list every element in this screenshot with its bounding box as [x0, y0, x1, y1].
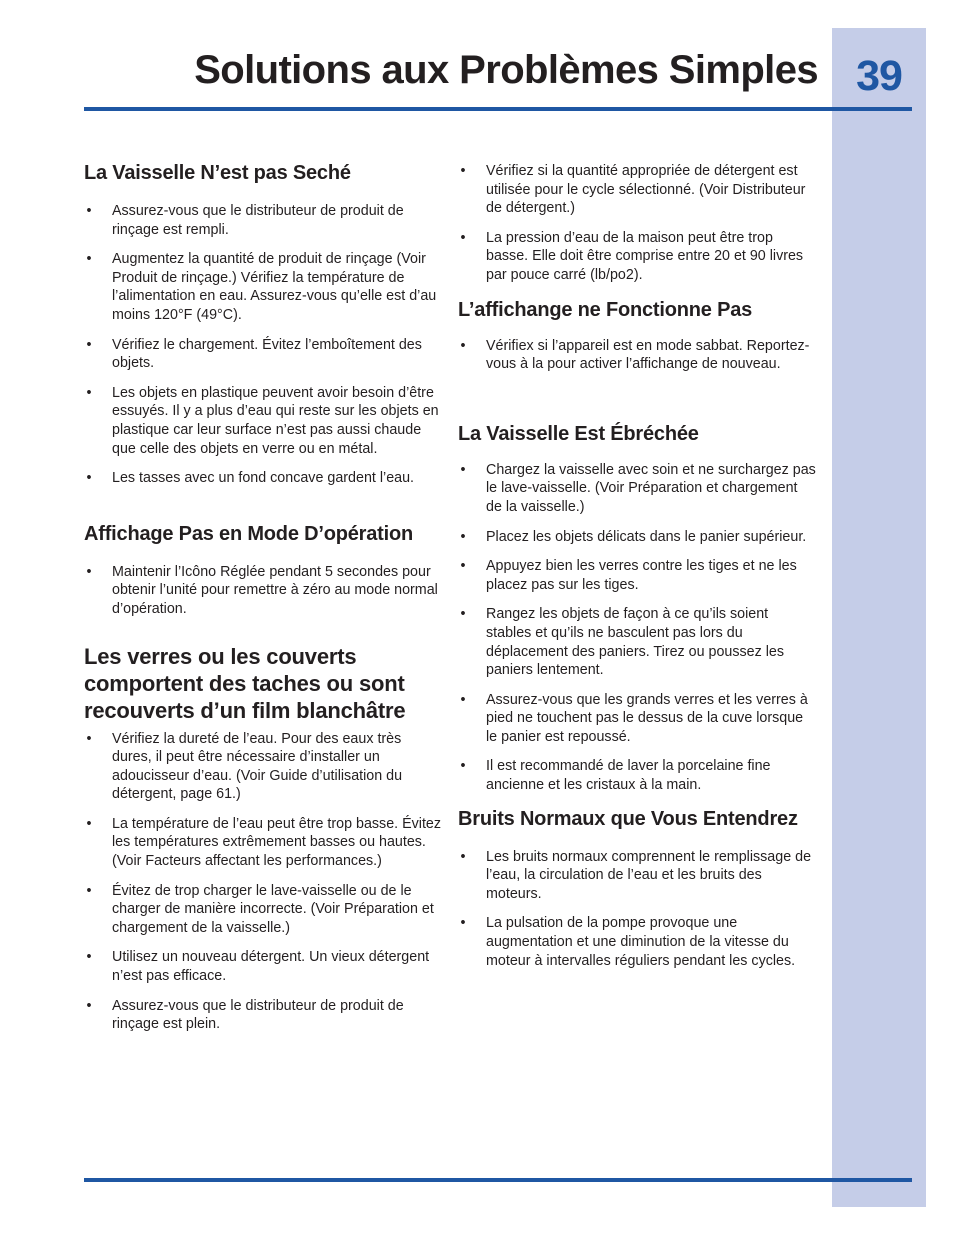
bullet-list: [84, 202, 442, 488]
list-item: • Placez les objets délicats dans le panier supérieur.: [458, 528, 816, 547]
bullet-icon: •: [460, 461, 466, 478]
section-heading: La Vaisselle Est Ébréchée: [458, 422, 699, 445]
list-item: • Les bruits normaux comprennent le remplissage de l’eau, la circulation de l’eau et les bruits des moteurs.: [458, 848, 816, 904]
bullet-list: [458, 337, 816, 374]
list-item: • Évitez de trop charger le lave-vaisselle ou de le charger de manière incorrecte. (Voir Préparation et chargement de la vaisselle.): [84, 882, 442, 938]
list-item: • Vérifiez le chargement. Évitez l’emboîtement des objets.: [84, 336, 442, 373]
bullet-icon: •: [86, 563, 92, 580]
list-item: • La pression d’eau de la maison peut être trop basse. Elle doit être comprise entre 20 et 90 livres par pouce carré (lb/po2).: [458, 229, 816, 285]
list-item: • Assurez-vous que le distributeur de produit de rinçage est plein.: [84, 997, 442, 1034]
section-spots-and-film: [84, 643, 442, 1034]
list-item: • Il est recommandé de laver la porcelaine fine ancienne et les cristaux à la main.: [458, 757, 816, 794]
bullet-icon: •: [86, 203, 92, 219]
bullet-icon: •: [86, 251, 92, 268]
bullet-icon: •: [86, 997, 92, 1014]
section-dishes-chipped: [458, 421, 816, 795]
left-column: [84, 160, 442, 1045]
list-item: • La température de l’eau peut être trop basse. Évitez les températures extrêmement basses ou hautes. (Voir Facteurs affectant les performances.): [84, 815, 442, 871]
list-item: • Les objets en plastique peuvent avoir besoin d’être essuyés. Il y a plus d’eau qui reste sur les objets en plastique car leur surface n’est pas aussi chaude que celle des objets en verre ou en métal.: [84, 384, 442, 458]
bullet-icon: •: [460, 915, 466, 932]
bullet-icon: •: [460, 229, 466, 246]
bullet-icon: •: [86, 882, 92, 899]
bullet-icon: •: [460, 606, 466, 623]
bullet-icon: •: [460, 691, 466, 708]
list-item: • Vérifiez la dureté de l’eau. Pour des eaux très dures, il peut être nécessaire d’installer un adoucisseur d’eau. (Voir Guide d’utilisation du détergent, page 61.): [84, 730, 442, 804]
bullet-list: [458, 461, 816, 795]
list-item: • Assurez-vous que les grands verres et les verres à pied ne touchent pas le dessus de la cuve lorsque le panier est repoussé.: [458, 691, 816, 747]
bullet-list: [458, 848, 816, 971]
list-item: • Les tasses avec un fond concave gardent l’eau.: [84, 469, 442, 488]
header-rule: [84, 107, 912, 111]
bullet-icon: •: [86, 730, 92, 747]
page-title: Solutions aux Problèmes Simples: [194, 48, 818, 92]
bullet-icon: •: [86, 949, 92, 966]
footer-rule: [84, 1178, 912, 1182]
list-item: • Utilisez un nouveau détergent. Un vieux détergent n’est pas efficace.: [84, 948, 442, 985]
list-item: • La pulsation de la pompe provoque une augmentation et une diminution de la vitesse du moteur à intervalles réguliers pendant les cycles.: [458, 914, 816, 970]
bullet-icon: •: [86, 815, 92, 832]
section-display-not-working: [458, 297, 816, 374]
list-item: • Rangez les objets de façon à ce qu’ils soient stables et qu’ils ne basculent pas lors du déplacement des paniers. Tirez ou poussez les paniers lentement.: [458, 605, 816, 679]
page-number: 39: [856, 52, 902, 100]
section-heading: Les verres ou les couverts comportent des taches ou sont recouverts d’un film blanchâtre: [84, 643, 406, 723]
list-item: • Chargez la vaisselle avec soin et ne surchargez pas le lave-vaisselle. (Voir Préparation et chargement de la vaisselle.): [458, 461, 816, 517]
section-heading: Bruits Normaux que Vous Entendrez: [458, 807, 798, 830]
side-tab-band: [832, 28, 926, 1207]
list-item: • Vérifiex si l’appareil est en mode sabbat. Reportez-vous à la pour activer l’affichange de nouveau.: [458, 337, 816, 374]
section-heading: La Vaisselle N’est pas Seché: [84, 162, 351, 184]
right-column: [458, 160, 816, 981]
bullet-list: [84, 563, 442, 619]
list-item: • Assurez-vous que le distributeur de produit de rinçage est rempli.: [84, 202, 442, 239]
bullet-icon: •: [460, 848, 466, 865]
bullet-icon: •: [460, 337, 466, 354]
bullet-icon: •: [86, 470, 92, 487]
section-dishes-not-dry: [84, 160, 442, 488]
bullet-icon: •: [86, 336, 92, 353]
bullet-icon: •: [460, 163, 466, 179]
section-display-not-in-operation-mode: [84, 521, 442, 619]
list-item: • Augmentez la quantité de produit de rinçage (Voir Produit de rinçage.) Vérifiez la température de l’alimentation en eau. Assurez-vous qu’elle est d’au moins 120°F (49°C).: [84, 250, 442, 324]
section-normal-noises: [458, 806, 816, 971]
bullet-icon: •: [460, 528, 466, 545]
section-heading: Affichage Pas en Mode D’opération: [84, 522, 414, 545]
bullet-icon: •: [460, 758, 466, 775]
section-spots-continued: [458, 162, 816, 285]
bullet-icon: •: [460, 558, 466, 575]
bullet-icon: •: [86, 384, 92, 401]
list-item: • Appuyez bien les verres contre les tiges et ne les placez pas sur les tiges.: [458, 557, 816, 594]
list-item: • Vérifiez si la quantité appropriée de détergent est utilisée pour le cycle sélectionné. (Voir Distributeur de détergent.): [458, 162, 816, 218]
list-item: • Maintenir l’Icôno Réglée pendant 5 secondes pour obtenir l’unité pour remettre à zéro au mode normal d’opération.: [84, 563, 442, 619]
bullet-list: [84, 730, 442, 1034]
section-heading: L’affichange ne Fonctionne Pas: [458, 298, 753, 321]
bullet-list: [458, 162, 816, 285]
